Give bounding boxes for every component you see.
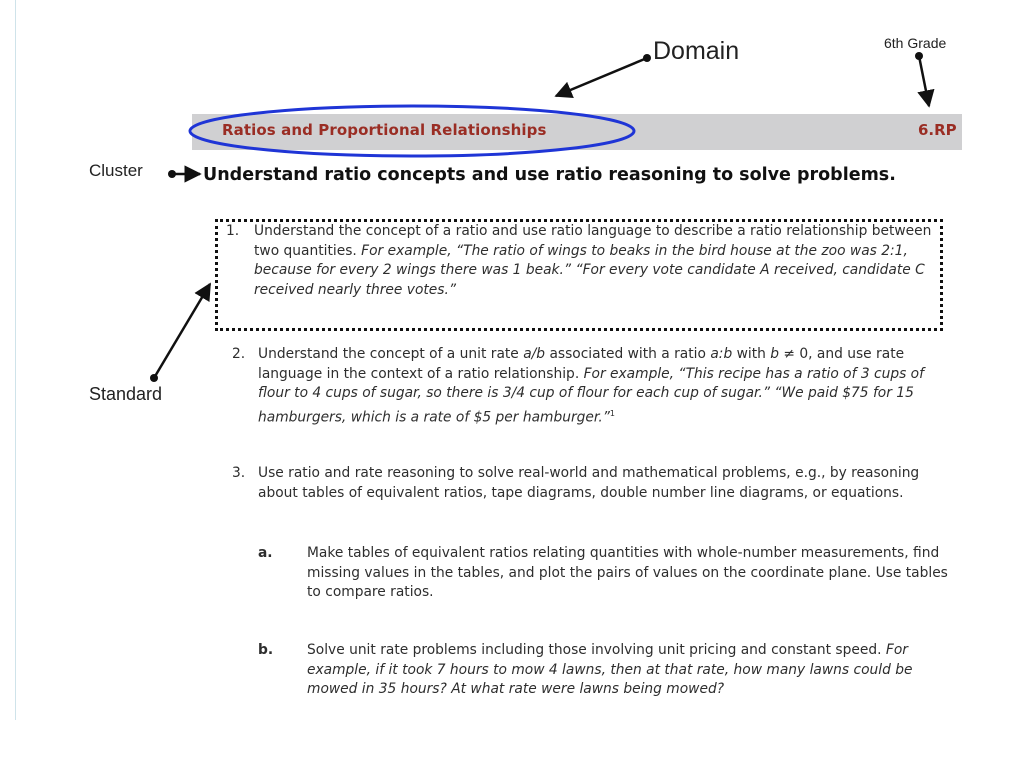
standard-callout-label: Standard bbox=[89, 384, 163, 404]
standard-statement: with bbox=[732, 346, 771, 362]
standard-arrow bbox=[154, 284, 210, 378]
domain-arrow bbox=[556, 58, 647, 96]
cluster-callout-label: Cluster bbox=[89, 161, 143, 180]
domain-title: Ratios and Proportional Relationships bbox=[222, 121, 547, 139]
standard-statement: Understand the concept of a unit rate bbox=[258, 346, 524, 362]
standard-number: 3. bbox=[232, 465, 246, 481]
standard-text: Use ratio and rate reasoning to solve real-world and mathematical problems, e.g., by reasoning about tables of equivalent ratios, tape diagrams, double number line diagrams, or equations. bbox=[258, 465, 920, 501]
math-variable: a:b bbox=[710, 346, 733, 362]
standard-example: For example, “This recipe has a ratio of 3 cups of flour to 4 cups of sugar, so there is 3/4 cup of flour for each cup of sugar.” “We paid $75 for 15 hamburgers, which is a rate of $5 per hamburger.” bbox=[258, 365, 924, 426]
substandard-text: Make tables of equivalent ratios relating quantities with whole-number measurements, find missing values in the tables, and plot the pairs of values on the coordinate plane. Use tables to compare ratios. bbox=[307, 545, 948, 600]
substandard-statement: Solve unit rate problems including those involving unit pricing and constant speed. bbox=[307, 642, 886, 658]
substandard-letter: b. bbox=[258, 642, 274, 658]
domain-highlight-ellipse bbox=[190, 106, 634, 156]
standard-number: 2. bbox=[232, 346, 246, 362]
standard-number: 1. bbox=[226, 223, 240, 239]
grade-callout-label: 6th Grade bbox=[884, 35, 947, 51]
domain-callout-label: Domain bbox=[653, 37, 740, 65]
cluster-heading: Understand ratio concepts and use ratio reasoning to solve problems. bbox=[203, 165, 896, 185]
substandard-letter: a. bbox=[258, 545, 273, 561]
domain-code: 6.RP bbox=[918, 121, 957, 139]
math-variable: a/b bbox=[523, 346, 546, 362]
standard-statement: Understand the concept of a ratio and use ratio language to describe a ratio relationship between two quantities. bbox=[254, 223, 932, 259]
footnote-marker: 1 bbox=[609, 408, 615, 418]
standard-statement: associated with a ratio bbox=[545, 346, 711, 362]
math-variable: b bbox=[770, 346, 780, 362]
grade-arrow bbox=[919, 56, 929, 106]
standard-example: For example, “The ratio of wings to beaks in the bird house at the zoo was 2:1, because for every 2 wings there was 1 beak.” “For every vote candidate A received, candidate C received nearly three votes.” bbox=[254, 242, 925, 298]
substandard-example: For example, if it took 7 hours to mow 4 lawns, then at that rate, how many lawns could be mowed in 35 hours? At what rate were lawns being mowed? bbox=[307, 642, 913, 697]
standard-statement: ≠ 0, and use rate language in the context of a ratio relationship. bbox=[258, 346, 905, 382]
